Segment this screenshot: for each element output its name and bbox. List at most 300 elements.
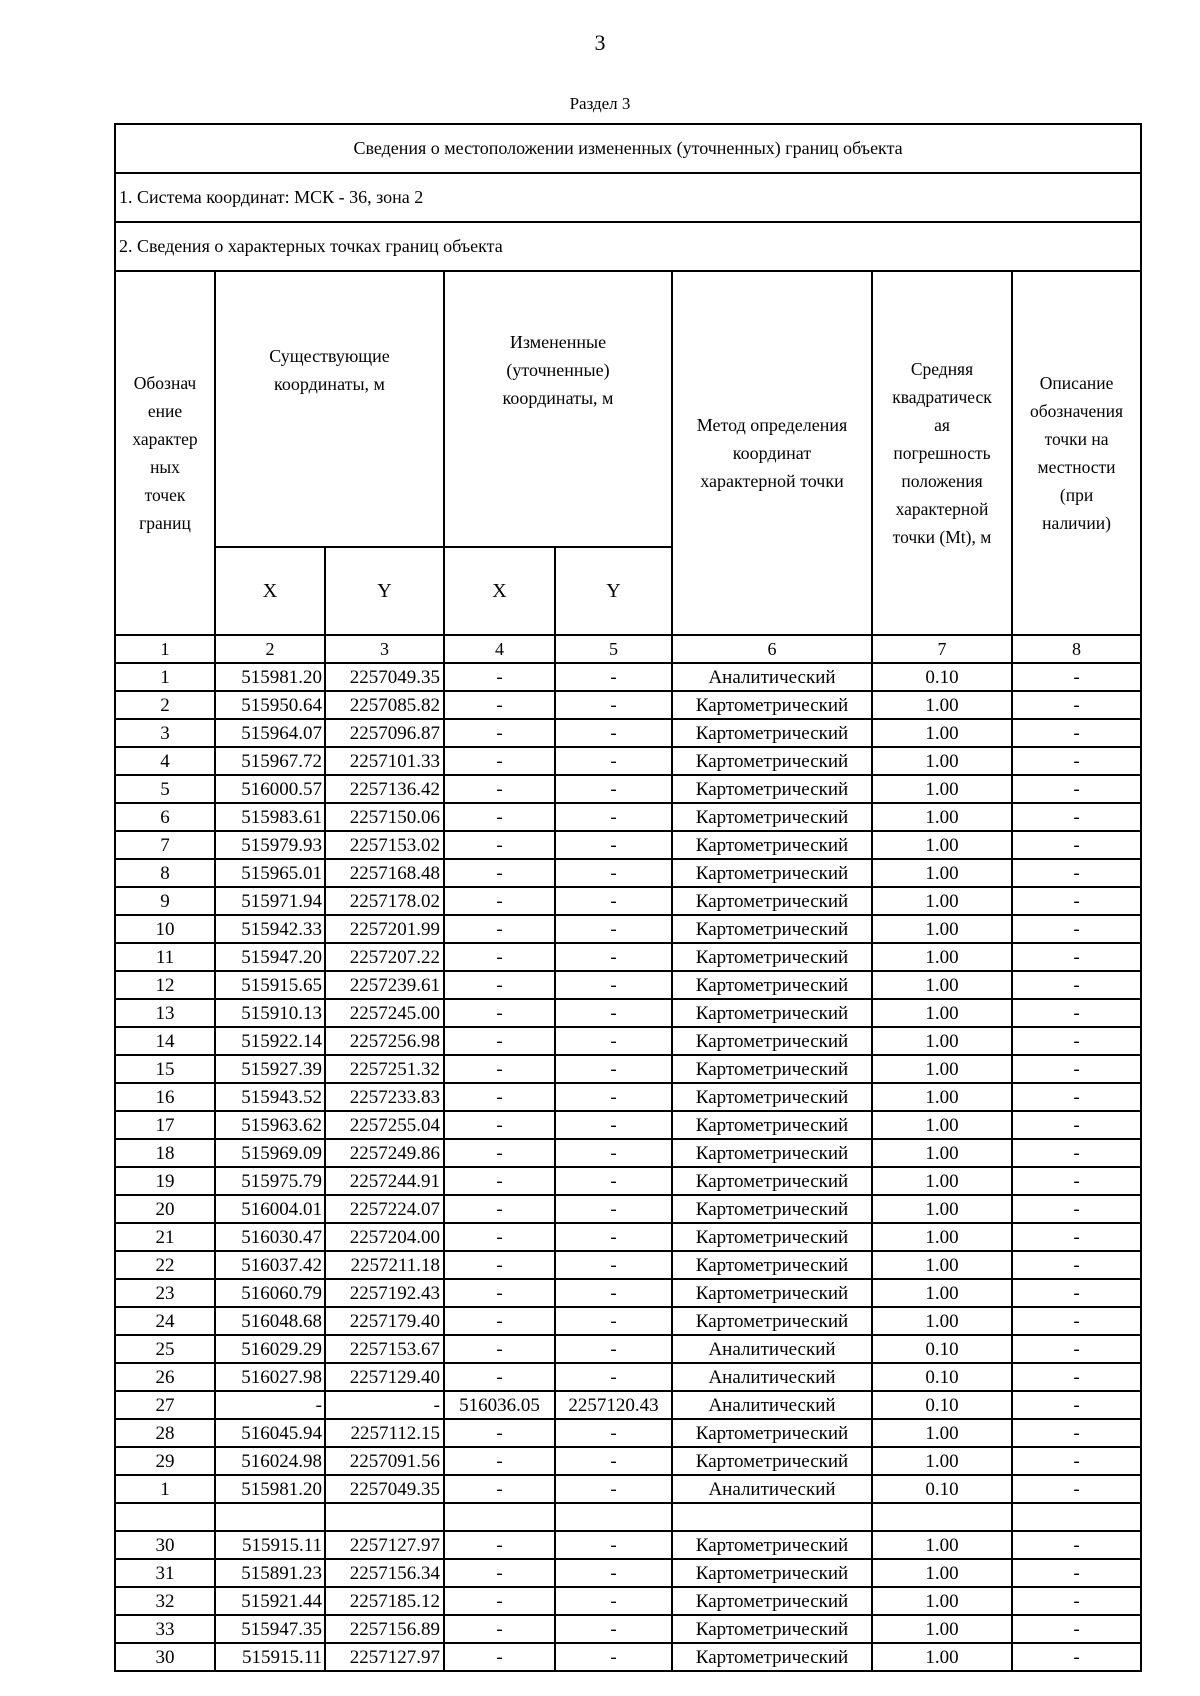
- cell-rmse: 1.00: [872, 1111, 1012, 1139]
- cell-changed-y: -: [555, 803, 672, 831]
- cell-rmse: 0.10: [872, 1391, 1012, 1419]
- cell-rmse: 1.00: [872, 999, 1012, 1027]
- cell-description: -: [1012, 999, 1141, 1027]
- cell-rmse: 1.00: [872, 1559, 1012, 1587]
- table-title: Сведения о местоположении измененных (уточненных) границ объекта: [115, 124, 1141, 173]
- header-changed-y: Y: [555, 547, 672, 635]
- cell-changed-y: -: [555, 663, 672, 691]
- cell-existing-x: 515969.09: [215, 1139, 325, 1167]
- cell-changed-x: -: [444, 1447, 555, 1475]
- cell-existing-x: 515947.20: [215, 943, 325, 971]
- cell-changed-y: -: [555, 1307, 672, 1335]
- cell-method: Картометрический: [672, 1587, 872, 1615]
- cell-description: -: [1012, 1167, 1141, 1195]
- cell-changed-y: -: [555, 1447, 672, 1475]
- cell-method: Картометрический: [672, 719, 872, 747]
- cell-existing-x: 516048.68: [215, 1307, 325, 1335]
- cell-changed-x: -: [444, 1335, 555, 1363]
- cell-description: -: [1012, 1027, 1141, 1055]
- cell-existing-x: 515915.65: [215, 971, 325, 999]
- cell-point-number: 2: [115, 691, 215, 719]
- cell-changed-x: -: [444, 943, 555, 971]
- header-changed-coords: Измененные (уточненные) координаты, м: [444, 271, 672, 547]
- cell-changed-x: -: [444, 1055, 555, 1083]
- cell-changed-x: -: [444, 887, 555, 915]
- cell-existing-x: 515943.52: [215, 1083, 325, 1111]
- cell-changed-x: -: [444, 1251, 555, 1279]
- cell-existing-y: 2257049.35: [325, 663, 444, 691]
- cell-existing-x: 516029.29: [215, 1335, 325, 1363]
- cell-point-number: 31: [115, 1559, 215, 1587]
- cell-description: -: [1012, 1419, 1141, 1447]
- cell-existing-y: 2257185.12: [325, 1587, 444, 1615]
- cell-method: Картометрический: [672, 1139, 872, 1167]
- table-row: [115, 999, 1141, 1027]
- cell-method: Аналитический: [672, 663, 872, 691]
- cell-method: Картометрический: [672, 1279, 872, 1307]
- cell-description: -: [1012, 1055, 1141, 1083]
- header-rmse: Средняя квадратическ ая погрешность положения характерной точки (Mt), м: [872, 271, 1012, 635]
- cell-changed-x: -: [444, 1195, 555, 1223]
- cell-rmse: 1.00: [872, 1083, 1012, 1111]
- table-row: [115, 1111, 1141, 1139]
- table-row: [115, 1363, 1141, 1391]
- cell-changed-y: -: [555, 1643, 672, 1671]
- empty-cell: [444, 1503, 555, 1531]
- cell-point-number: 1: [115, 663, 215, 691]
- cell-point-number: 22: [115, 1251, 215, 1279]
- cell-changed-x: -: [444, 831, 555, 859]
- cell-existing-x: 516037.42: [215, 1251, 325, 1279]
- header-point-designation: Обознач ение характер ных точек границ: [115, 271, 215, 635]
- cell-changed-x: -: [444, 1307, 555, 1335]
- table-row: [115, 775, 1141, 803]
- cell-method: Картометрический: [672, 1251, 872, 1279]
- cell-changed-y: -: [555, 691, 672, 719]
- cell-point-number: 6: [115, 803, 215, 831]
- cell-changed-y: -: [555, 1587, 672, 1615]
- cell-rmse: 0.10: [872, 663, 1012, 691]
- cell-method: Картометрический: [672, 971, 872, 999]
- cell-method: Картометрический: [672, 1223, 872, 1251]
- cell-changed-x: -: [444, 719, 555, 747]
- column-number: 2: [215, 635, 325, 663]
- cell-method: Картометрический: [672, 1643, 872, 1671]
- cell-description: -: [1012, 859, 1141, 887]
- table-row: [115, 1195, 1141, 1223]
- column-number: 3: [325, 635, 444, 663]
- cell-point-number: 21: [115, 1223, 215, 1251]
- header-description: Описание обозначения точки на местности (при наличии): [1012, 271, 1141, 635]
- cell-existing-y: 2257153.02: [325, 831, 444, 859]
- cell-existing-x: 516060.79: [215, 1279, 325, 1307]
- header-method: Метод определения координат характерной точки: [672, 271, 872, 635]
- cell-existing-y: 2257192.43: [325, 1279, 444, 1307]
- cell-changed-y: -: [555, 719, 672, 747]
- cell-changed-y: -: [555, 1475, 672, 1503]
- cell-method: Аналитический: [672, 1335, 872, 1363]
- cell-description: -: [1012, 1307, 1141, 1335]
- cell-point-number: 24: [115, 1307, 215, 1335]
- cell-method: Картометрический: [672, 1027, 872, 1055]
- cell-changed-x: -: [444, 691, 555, 719]
- cell-description: -: [1012, 1559, 1141, 1587]
- cell-existing-y: 2257129.40: [325, 1363, 444, 1391]
- cell-method: Картометрический: [672, 999, 872, 1027]
- column-number: 8: [1012, 635, 1141, 663]
- cell-point-number: 29: [115, 1447, 215, 1475]
- cell-existing-x: 515963.62: [215, 1111, 325, 1139]
- cell-rmse: 1.00: [872, 747, 1012, 775]
- cell-rmse: 1.00: [872, 1223, 1012, 1251]
- cell-existing-y: 2257249.86: [325, 1139, 444, 1167]
- column-number: 6: [672, 635, 872, 663]
- cell-existing-x: 515910.13: [215, 999, 325, 1027]
- cell-method: Картометрический: [672, 747, 872, 775]
- cell-changed-x: -: [444, 1559, 555, 1587]
- cell-description: -: [1012, 1139, 1141, 1167]
- cell-rmse: 1.00: [872, 915, 1012, 943]
- cell-method: Картометрический: [672, 1083, 872, 1111]
- cell-changed-y: -: [555, 1279, 672, 1307]
- header-existing-x: X: [215, 547, 325, 635]
- cell-point-number: 28: [115, 1419, 215, 1447]
- table-row: [115, 971, 1141, 999]
- cell-description: -: [1012, 1083, 1141, 1111]
- cell-point-number: 14: [115, 1027, 215, 1055]
- table-row: [115, 887, 1141, 915]
- cell-existing-y: 2257179.40: [325, 1307, 444, 1335]
- cell-point-number: 18: [115, 1139, 215, 1167]
- cell-changed-y: -: [555, 1251, 672, 1279]
- cell-description: -: [1012, 1335, 1141, 1363]
- empty-cell: [672, 1503, 872, 1531]
- cell-changed-x: -: [444, 1475, 555, 1503]
- cell-existing-x: 516004.01: [215, 1195, 325, 1223]
- cell-existing-y: 2257204.00: [325, 1223, 444, 1251]
- cell-changed-x: -: [444, 1139, 555, 1167]
- table-row: [115, 1643, 1141, 1671]
- cell-changed-y: -: [555, 999, 672, 1027]
- cell-rmse: 1.00: [872, 1027, 1012, 1055]
- cell-changed-x: -: [444, 747, 555, 775]
- cell-existing-x: 515947.35: [215, 1615, 325, 1643]
- cell-existing-x: 515891.23: [215, 1559, 325, 1587]
- cell-changed-x: -: [444, 859, 555, 887]
- cell-existing-y: 2257150.06: [325, 803, 444, 831]
- table-row: [115, 1615, 1141, 1643]
- table-row: [115, 1139, 1141, 1167]
- cell-point-number: 17: [115, 1111, 215, 1139]
- table-row: [115, 1083, 1141, 1111]
- cell-description: -: [1012, 1363, 1141, 1391]
- cell-point-number: 1: [115, 1475, 215, 1503]
- empty-cell: [872, 1503, 1012, 1531]
- cell-existing-y: 2257233.83: [325, 1083, 444, 1111]
- cell-existing-y: 2257178.02: [325, 887, 444, 915]
- coordinate-system: 1. Система координат: МСК - 36, зона 2: [115, 173, 1141, 222]
- cell-description: -: [1012, 691, 1141, 719]
- cell-existing-y: -: [325, 1391, 444, 1419]
- cell-point-number: 4: [115, 747, 215, 775]
- cell-changed-y: -: [555, 1195, 672, 1223]
- cell-changed-y: -: [555, 1615, 672, 1643]
- table-row: [115, 1055, 1141, 1083]
- cell-description: -: [1012, 1195, 1141, 1223]
- cell-changed-x: -: [444, 663, 555, 691]
- cell-changed-x: -: [444, 1167, 555, 1195]
- table-row: [115, 1587, 1141, 1615]
- cell-point-number: 27: [115, 1391, 215, 1419]
- cell-changed-x: -: [444, 971, 555, 999]
- cell-point-number: 13: [115, 999, 215, 1027]
- cell-existing-x: 515981.20: [215, 1475, 325, 1503]
- cell-existing-y: 2257127.97: [325, 1643, 444, 1671]
- cell-point-number: 26: [115, 1363, 215, 1391]
- cell-rmse: 1.00: [872, 1307, 1012, 1335]
- cell-rmse: 1.00: [872, 803, 1012, 831]
- cell-description: -: [1012, 803, 1141, 831]
- cell-existing-x: 515950.64: [215, 691, 325, 719]
- cell-description: -: [1012, 887, 1141, 915]
- table-row: [115, 915, 1141, 943]
- cell-method: Картометрический: [672, 1559, 872, 1587]
- cell-point-number: 10: [115, 915, 215, 943]
- table-row: [115, 691, 1141, 719]
- cell-changed-x: -: [444, 1363, 555, 1391]
- cell-existing-x: 516000.57: [215, 775, 325, 803]
- cell-description: -: [1012, 775, 1141, 803]
- cell-rmse: 1.00: [872, 971, 1012, 999]
- table-row: [115, 747, 1141, 775]
- cell-rmse: 1.00: [872, 1643, 1012, 1671]
- cell-point-number: 12: [115, 971, 215, 999]
- cell-changed-y: -: [555, 1363, 672, 1391]
- cell-rmse: 0.10: [872, 1475, 1012, 1503]
- cell-changed-y: -: [555, 1167, 672, 1195]
- table-row: [115, 1279, 1141, 1307]
- cell-point-number: 15: [115, 1055, 215, 1083]
- cell-changed-y: -: [555, 859, 672, 887]
- table-row: [115, 663, 1141, 691]
- column-number-row: [115, 635, 1141, 663]
- cell-changed-y: -: [555, 1111, 672, 1139]
- cell-changed-x: -: [444, 1587, 555, 1615]
- cell-rmse: 1.00: [872, 1139, 1012, 1167]
- cell-changed-y: -: [555, 1531, 672, 1559]
- coordinates-table: [114, 123, 1142, 1672]
- cell-point-number: 11: [115, 943, 215, 971]
- cell-point-number: 8: [115, 859, 215, 887]
- cell-existing-x: -: [215, 1391, 325, 1419]
- cell-changed-y: -: [555, 971, 672, 999]
- empty-cell: [1012, 1503, 1141, 1531]
- cell-existing-x: 515964.07: [215, 719, 325, 747]
- cell-description: -: [1012, 1587, 1141, 1615]
- cell-point-number: 32: [115, 1587, 215, 1615]
- cell-changed-y: -: [555, 943, 672, 971]
- cell-existing-x: 515981.20: [215, 663, 325, 691]
- cell-method: Картометрический: [672, 1167, 872, 1195]
- cell-method: Картометрический: [672, 1307, 872, 1335]
- cell-changed-y: -: [555, 775, 672, 803]
- cell-method: Картометрический: [672, 1531, 872, 1559]
- cell-existing-y: 2257101.33: [325, 747, 444, 775]
- cell-changed-x: -: [444, 1279, 555, 1307]
- cell-rmse: 1.00: [872, 1531, 1012, 1559]
- cell-existing-x: 516027.98: [215, 1363, 325, 1391]
- cell-description: -: [1012, 663, 1141, 691]
- cell-description: -: [1012, 943, 1141, 971]
- column-number: 1: [115, 635, 215, 663]
- cell-existing-x: 515967.72: [215, 747, 325, 775]
- cell-existing-y: 2257244.91: [325, 1167, 444, 1195]
- cell-existing-y: 2257256.98: [325, 1027, 444, 1055]
- table-row: [115, 831, 1141, 859]
- cell-existing-y: 2257245.00: [325, 999, 444, 1027]
- cell-description: -: [1012, 971, 1141, 999]
- cell-changed-x: -: [444, 775, 555, 803]
- cell-rmse: 1.00: [872, 1587, 1012, 1615]
- cell-method: Картометрический: [672, 775, 872, 803]
- table-row: [115, 1223, 1141, 1251]
- table-row: [115, 1307, 1141, 1335]
- cell-rmse: 1.00: [872, 1447, 1012, 1475]
- cell-changed-x: -: [444, 915, 555, 943]
- table-row: [115, 1391, 1141, 1419]
- cell-point-number: 19: [115, 1167, 215, 1195]
- cell-description: -: [1012, 1111, 1141, 1139]
- cell-method: Картометрический: [672, 915, 872, 943]
- cell-method: Картометрический: [672, 887, 872, 915]
- cell-description: -: [1012, 1531, 1141, 1559]
- empty-cell: [215, 1503, 325, 1531]
- cell-rmse: 1.00: [872, 1055, 1012, 1083]
- cell-changed-y: -: [555, 1083, 672, 1111]
- cell-method: Аналитический: [672, 1475, 872, 1503]
- cell-changed-y: -: [555, 915, 672, 943]
- cell-point-number: 16: [115, 1083, 215, 1111]
- cell-existing-x: 515983.61: [215, 803, 325, 831]
- cell-existing-x: 515921.44: [215, 1587, 325, 1615]
- cell-existing-y: 2257207.22: [325, 943, 444, 971]
- header-changed-x: X: [444, 547, 555, 635]
- cell-changed-y: -: [555, 1027, 672, 1055]
- cell-changed-y: -: [555, 1335, 672, 1363]
- cell-method: Картометрический: [672, 831, 872, 859]
- table-row: [115, 1335, 1141, 1363]
- cell-existing-x: 515927.39: [215, 1055, 325, 1083]
- cell-changed-y: -: [555, 1559, 672, 1587]
- cell-description: -: [1012, 1251, 1141, 1279]
- cell-rmse: 1.00: [872, 831, 1012, 859]
- group-separator-row: [115, 1503, 1141, 1531]
- cell-existing-x: 515915.11: [215, 1531, 325, 1559]
- cell-existing-x: 515915.11: [215, 1643, 325, 1671]
- cell-existing-x: 515975.79: [215, 1167, 325, 1195]
- column-number: 7: [872, 635, 1012, 663]
- cell-existing-x: 515942.33: [215, 915, 325, 943]
- cell-rmse: 1.00: [872, 1167, 1012, 1195]
- cell-existing-y: 2257136.42: [325, 775, 444, 803]
- table-row: [115, 1559, 1141, 1587]
- cell-existing-y: 2257156.34: [325, 1559, 444, 1587]
- cell-description: -: [1012, 831, 1141, 859]
- cell-rmse: 1.00: [872, 943, 1012, 971]
- cell-existing-y: 2257168.48: [325, 859, 444, 887]
- cell-existing-x: 515965.01: [215, 859, 325, 887]
- table-row: [115, 1251, 1141, 1279]
- cell-changed-y: -: [555, 831, 672, 859]
- empty-cell: [555, 1503, 672, 1531]
- empty-cell: [325, 1503, 444, 1531]
- cell-description: -: [1012, 1447, 1141, 1475]
- empty-cell: [115, 1503, 215, 1531]
- cell-existing-x: 516045.94: [215, 1419, 325, 1447]
- cell-existing-y: 2257251.32: [325, 1055, 444, 1083]
- cell-changed-y: -: [555, 1055, 672, 1083]
- table-row: [115, 1531, 1141, 1559]
- table-row: [115, 943, 1141, 971]
- cell-changed-x: -: [444, 1643, 555, 1671]
- cell-rmse: 1.00: [872, 859, 1012, 887]
- cell-rmse: 1.00: [872, 887, 1012, 915]
- cell-method: Аналитический: [672, 1363, 872, 1391]
- cell-existing-x: 515971.94: [215, 887, 325, 915]
- cell-existing-y: 2257112.15: [325, 1419, 444, 1447]
- cell-point-number: 30: [115, 1643, 215, 1671]
- cell-rmse: 1.00: [872, 691, 1012, 719]
- cell-point-number: 25: [115, 1335, 215, 1363]
- cell-existing-y: 2257156.89: [325, 1615, 444, 1643]
- cell-description: -: [1012, 1223, 1141, 1251]
- column-number: 5: [555, 635, 672, 663]
- table-row: [115, 1475, 1141, 1503]
- cell-description: -: [1012, 719, 1141, 747]
- cell-rmse: 0.10: [872, 1363, 1012, 1391]
- table-row: [115, 803, 1141, 831]
- cell-point-number: 9: [115, 887, 215, 915]
- cell-existing-y: 2257201.99: [325, 915, 444, 943]
- cell-existing-x: 516024.98: [215, 1447, 325, 1475]
- cell-rmse: 0.10: [872, 1335, 1012, 1363]
- cell-existing-y: 2257127.97: [325, 1531, 444, 1559]
- header-existing-y: Y: [325, 547, 444, 635]
- cell-changed-x: -: [444, 1223, 555, 1251]
- cell-point-number: 3: [115, 719, 215, 747]
- table-row: [115, 1167, 1141, 1195]
- cell-method: Картометрический: [672, 943, 872, 971]
- cell-rmse: 1.00: [872, 1279, 1012, 1307]
- cell-existing-y: 2257224.07: [325, 1195, 444, 1223]
- cell-changed-y: -: [555, 1419, 672, 1447]
- cell-changed-x: -: [444, 1083, 555, 1111]
- cell-changed-x: -: [444, 999, 555, 1027]
- cell-existing-y: 2257091.56: [325, 1447, 444, 1475]
- cell-changed-x: -: [444, 1419, 555, 1447]
- cell-existing-x: 515922.14: [215, 1027, 325, 1055]
- cell-changed-x: -: [444, 1531, 555, 1559]
- cell-changed-x: -: [444, 803, 555, 831]
- cell-method: Картометрический: [672, 1055, 872, 1083]
- cell-description: -: [1012, 1643, 1141, 1671]
- cell-changed-y: -: [555, 1139, 672, 1167]
- cell-rmse: 1.00: [872, 1419, 1012, 1447]
- cell-existing-y: 2257153.67: [325, 1335, 444, 1363]
- cell-point-number: 30: [115, 1531, 215, 1559]
- cell-existing-y: 2257211.18: [325, 1251, 444, 1279]
- cell-method: Картометрический: [672, 1419, 872, 1447]
